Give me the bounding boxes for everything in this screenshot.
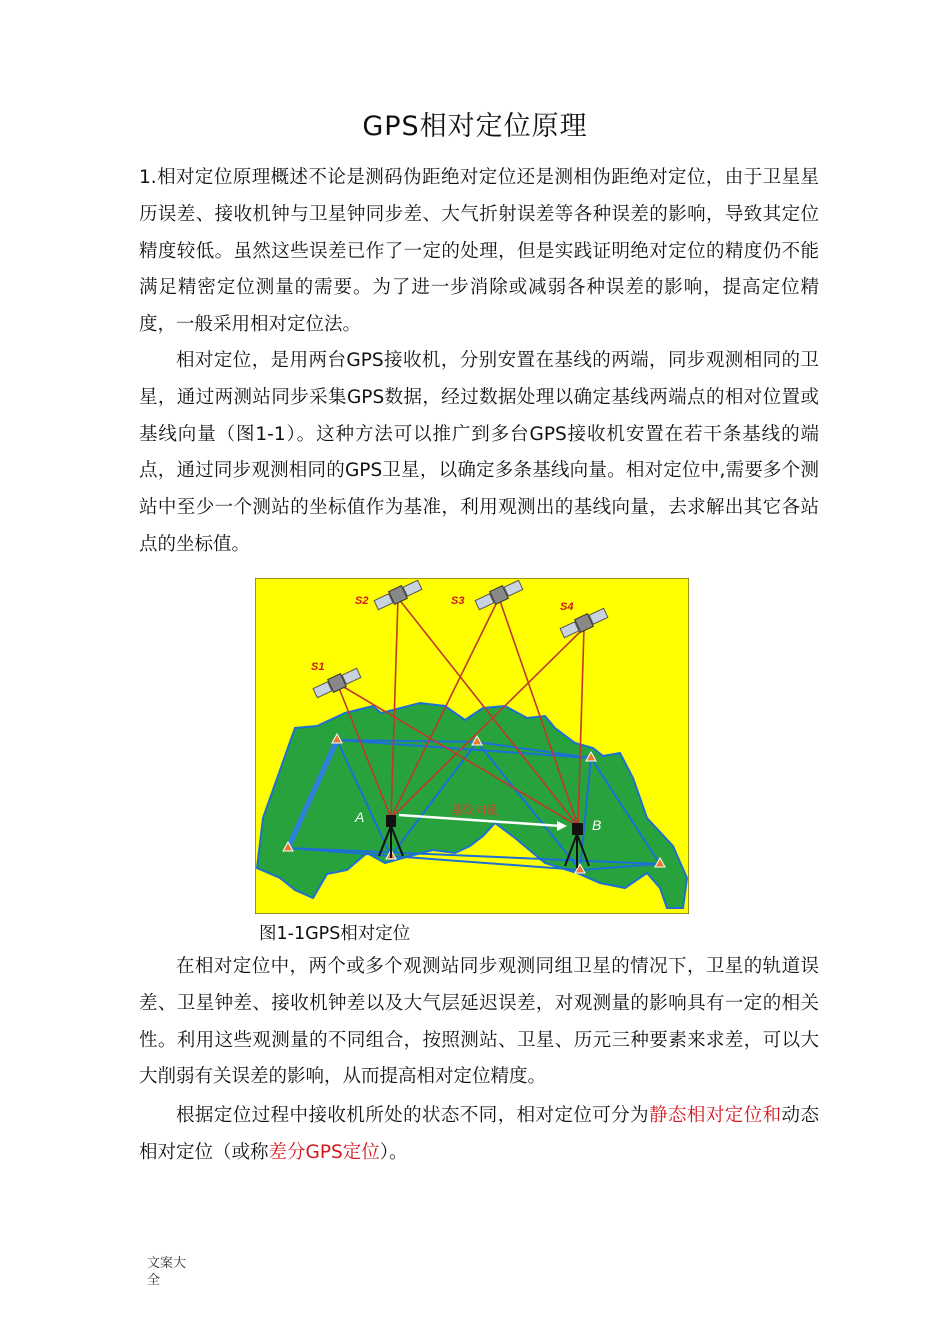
- paragraph-3: 在相对定位中，两个或多个观测站同步观测同组卫星的情况下，卫星的轨道误差、卫星钟差、接收机钟差以及大气层延迟误差，对观测量的影响具有一定的相关性。利用这些观测量的不同组合，按照测站、卫星、历元三种要素来求差，可以大大削弱有关误差的影响，从而提高相对定位精度。: [139, 956, 819, 1088]
- station-label-a: A: [355, 809, 365, 825]
- paragraph-4-text-2: 动态相对定位（或称: [139, 1105, 819, 1163]
- paragraph-4: [139, 1098, 819, 1172]
- paragraph-1: 1.相对定位原理概述不论是测码伪距绝对定位还是测相伪距绝对定位，由于卫星星历误差、接收机钟与卫星钟同步差、大气折射误差等各种误差的影响，导致其定位精度较低。虽然这些误差已作了一定的处理，但是实践证明绝对定位的精度仍不能满足精密定位测量的需要。为了进一步消除或减弱各种误差的影响，提高定位精度，一般采用相对定位法。: [139, 167, 819, 336]
- satellite-label-s3: S3: [451, 595, 465, 607]
- paragraph-4-text-1: 根据定位过程中接收机所处的状态不同，相对定位可分为: [176, 1105, 650, 1126]
- highlight-differential-gps: 差分GPS定位: [268, 1141, 380, 1163]
- station-label-b: B: [592, 817, 602, 833]
- page-title: GPS相对定位原理: [362, 111, 588, 142]
- satellite-label-s4: S4: [560, 601, 574, 613]
- figure-gps-relative-positioning: [255, 578, 689, 914]
- paragraph-2: 相对定位，是用两台GPS接收机，分别安置在基线的两端，同步观测相同的卫星，通过两测站同步采集GPS数据，经过数据处理以确定基线两端点的相对位置或基线向量（图1-1）。这种方法可以推广到多台GPS接收机安置在若干条基线的端点，通过同步观测相同的GPS卫星，以确定多条基线向量。相对定位中,需要多个测站中至少一个测站的坐标值作为基准，利用观测出的基线向量，去求解出其它各站点的坐标值。: [139, 350, 819, 555]
- satellite-label-s1: S1: [311, 661, 325, 673]
- satellite-label-s2: S2: [355, 595, 369, 607]
- figure-illustration: [255, 578, 689, 914]
- page-footer: 文案大全: [147, 1256, 187, 1288]
- baseline-vector-label: 基线向量: [450, 803, 499, 817]
- highlight-static-relative: 静态相对定位和: [649, 1105, 782, 1126]
- paragraph-4-text-3: ）。: [379, 1141, 408, 1163]
- figure-caption: 图1-1GPS相对定位: [259, 924, 411, 944]
